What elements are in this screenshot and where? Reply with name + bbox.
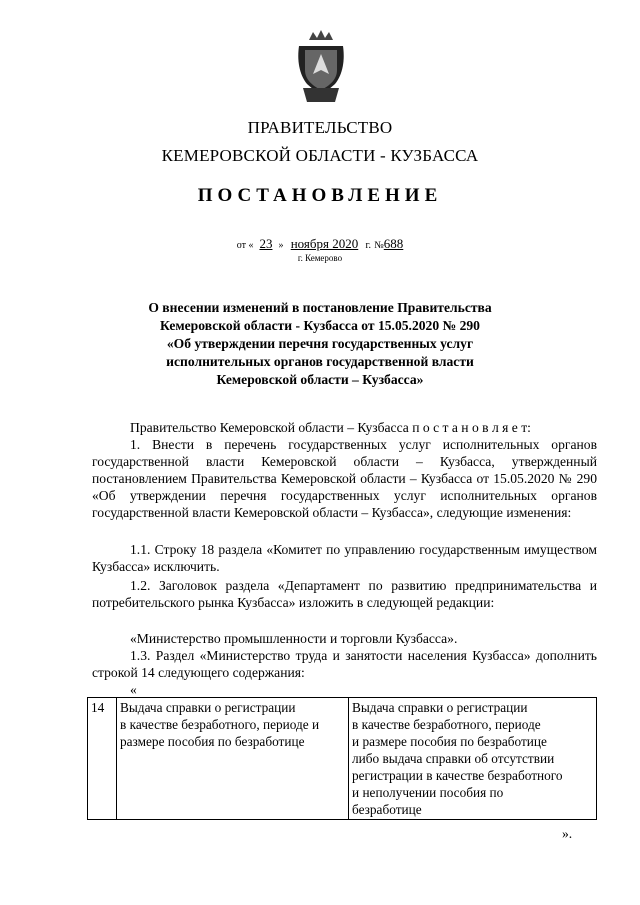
cell-line: безработице — [352, 802, 422, 817]
paragraph-1-2-quote: «Министерство промышленности и торговли Кузбасса». — [130, 631, 458, 646]
heading-line: Кемеровской области - Кузбасса от 15.05.2020 № 290 — [160, 318, 480, 333]
paragraph-1: 1. Внести в перечень государственных услуг исполнительных органов государственной власти Кемеровской области – Кузбасса, утвержденный постановлением Правительства Кемеровской области – Кузбасса от 15.05.2020 № 290 «Об утверждении перечня государственных услуг исполнительных органов государственной власти Кемеровской области – Кузбасса», следующие изменения: — [92, 437, 597, 520]
services-table — [87, 697, 597, 820]
service-description-cell — [349, 698, 597, 820]
paragraph-intro: Правительство Кемеровской области – Кузбасса п о с т а н о в л я е т: — [130, 420, 531, 435]
decree-number: 688 — [383, 236, 404, 251]
cell-line: Выдача справки о регистрации — [120, 700, 296, 715]
row-number-cell: 14 — [88, 698, 117, 820]
kuzbass-coat-of-arms-icon — [295, 30, 347, 104]
decree-date-line — [0, 236, 640, 252]
government-name-line2: КЕМЕРОВСКОЙ ОБЛАСТИ - КУЗБАССА — [161, 146, 479, 165]
cell-line: и неполучении пособия по — [352, 785, 504, 800]
closing-quote: ». — [562, 826, 573, 841]
heading-line: О внесении изменений в постановление Правительства — [148, 300, 492, 315]
cell-line: и размере пособия по безработице — [352, 734, 547, 749]
date-day: 23 — [259, 236, 273, 251]
cell-line: либо выдача справки об отсутствии — [352, 751, 555, 766]
document-heading — [0, 299, 640, 389]
table-row — [88, 698, 597, 820]
paragraph-1-1: 1.1. Строку 18 раздела «Комитет по управлению государственным имуществом Кузбасса» исключить. — [92, 542, 597, 574]
cell-line: в качестве безработного, периоде — [352, 717, 541, 732]
government-name-line1: ПРАВИТЕЛЬСТВО — [247, 118, 393, 137]
decree-title: ПОСТАНОВЛЕНИЕ — [197, 185, 443, 206]
date-month-year: ноября 2020 — [290, 236, 359, 251]
cell-line: регистрации в качестве безработного — [352, 768, 563, 783]
date-prefix: от « — [236, 240, 254, 251]
date-year-suffix: г. — [365, 240, 371, 251]
cell-line: Выдача справки о регистрации — [352, 700, 528, 715]
date-mid: » — [278, 240, 284, 251]
paragraph-1-3: 1.3. Раздел «Министерство труда и занятости населения Кузбасса» дополнить строкой 14 следующего содержания: — [92, 648, 597, 680]
cell-line: в качестве безработного, периоде и — [120, 717, 320, 732]
heading-line: «Об утверждении перечня государственных услуг — [166, 336, 474, 351]
number-label: № — [374, 240, 384, 251]
heading-line: Кемеровской области – Кузбасса» — [216, 372, 424, 387]
heading-line: исполнительных органов государственной власти — [166, 354, 474, 369]
open-quote: « — [130, 682, 137, 697]
service-name-cell — [117, 698, 349, 820]
city: г. Кемерово — [297, 253, 343, 263]
cell-line: размере пособия по безработице — [120, 734, 305, 749]
paragraph-1-2: 1.2. Заголовок раздела «Департамент по развитию предпринимательства и потребительского рынка Кузбасса» изложить в следующей редакции: — [92, 578, 597, 610]
